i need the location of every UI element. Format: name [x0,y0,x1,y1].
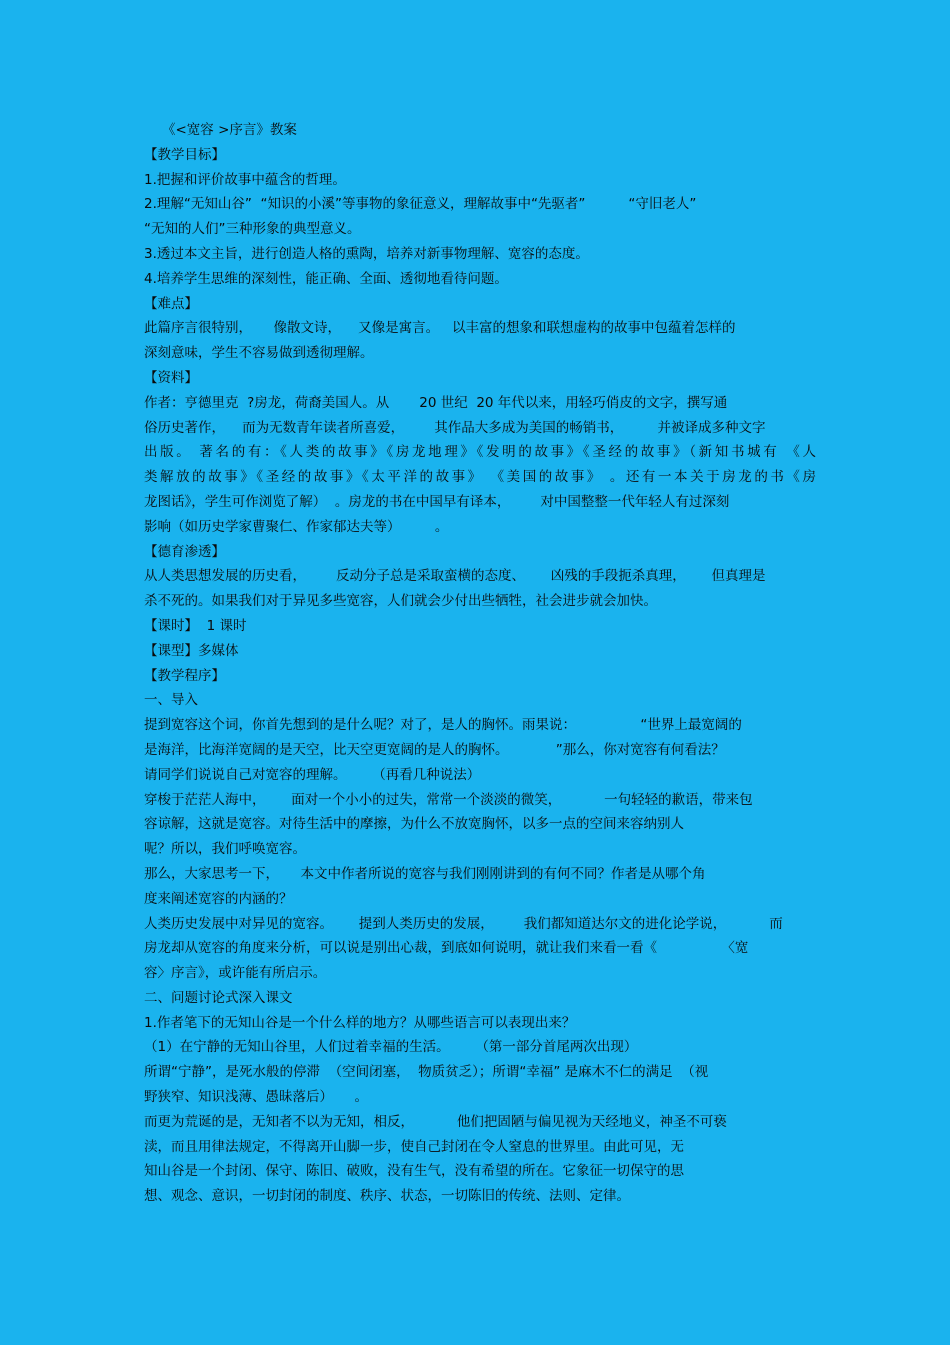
text-line: 【课型】多媒体 [144,642,239,659]
text-line: 知山谷是一个封闭、保守、陈旧、破败，没有生气，没有希望的所在。它象征一切保守的思 [144,1163,684,1180]
text-line: 穿梭于茫茫人海中， 面对一个小小的过失，常常一个淡淡的微笑， 一句轻轻的歉语，带来包 [144,791,753,808]
text-line: 【课时】 1 课时 [144,617,247,634]
text-line: 那么，大家思考一下， 本文中作者所说的宽容与我们刚刚讲到的有何不同？作者是从哪个角 [144,865,706,882]
text-line: 是海洋，比海洋宽阔的是天空，比天空更宽阔的是人的胸怀。 ”那么，你对宽容有何看法？ [144,741,725,758]
document-title: 《<宽容 >序言》教案 [162,122,297,138]
text-line: 野狭窄、知识浅薄、愚昧落后） 。 [144,1089,368,1106]
text-line: 【教学程序】 [144,667,225,684]
text-line: 所谓“宁静”，是死水般的停滞 （空间闭塞， 物质贫乏）；所谓“幸福” 是麻木不仁的满足 （视 [144,1064,709,1081]
text-line: “无知的人们”三种形象的典型意义。 [144,221,361,238]
text-line: 容〉序言》，或许能有所启示。 [144,965,327,982]
text-line: 【教学目标】 [144,146,225,163]
text-line: 渎，而且用律法规定，不得离开山脚一步，使自己封闭在令人窒息的世界里。由此可见，无 [144,1138,684,1155]
text-line: 从人类思想发展的历史看， 反动分子总是采取蛮横的态度、 凶残的手段扼杀真理， 但真理是 [144,568,766,585]
text-line: 4.培养学生思维的深刻性，能正确、全面、透彻地看待问题。 [144,270,508,287]
text-line: 请同学们说说自己对宽容的理解。 （再看几种说法） [144,766,481,783]
text-line: 想、观念、意识，一切封闭的制度、秩序、状态，一切陈旧的传统、法则、定律。 [144,1188,630,1205]
text-line: 呢？所以，我们呼唤宽容。 [144,841,306,858]
text-line: 而更为荒诞的是，无知者不以为无知，相反， 他们把固陋与偏见视为天经地义，神圣不可亵 [144,1113,727,1130]
text-line: 房龙却从宽容的角度来分析，可以说是别出心裁，到底如何说明，就让我们来看一看《 〈宽 [144,940,749,957]
text-line: 俗历史著作， 而为无数青年读者所喜爱， 其作品大多成为美国的畅销书， 并被译成多种文字 [144,419,766,436]
text-line: 作者：亨德里克 ?房龙，荷裔美国人。从 20 世纪 20 年代以来，用轻巧俏皮的文字，撰写通 [144,394,728,411]
text-line: 龙图话》，学生可作浏览了解） 。房龙的书在中国早有译本， 对中国整整一代年轻人有过深刻 [144,493,730,510]
text-line: 二、问题讨论式深入课文 [144,989,293,1006]
text-line: 【难点】 [144,295,198,312]
text-line: 1.把握和评价故事中蕴含的哲理。 [144,171,346,188]
text-line: 度来阐述宽容的内涵的？ [144,890,293,907]
text-line: 容谅解，这就是宽容。对待生活中的摩擦，为什么不放宽胸怀，以多一点的空间来容纳别人 [144,816,684,833]
text-line: 【资料】 [144,369,198,386]
document-body [144,118,816,1209]
text-line: （1）在宁静的无知山谷里，人们过着幸福的生活。 （第一部分首尾两次出现） [144,1039,638,1056]
text-line: 深刻意味，学生不容易做到透彻理解。 [144,345,374,362]
text-line: 提到宽容这个词，你首先想到的是什么呢？对了，是人的胸怀。雨果说： “世界上最宽阔的 [144,717,742,734]
text-line: 影响（如历史学家曹聚仁、作家郁达夫等） 。 [144,518,449,535]
text-line: 人类历史发展中对异见的宽容。 提到人类历史的发展， 我们都知道达尔文的进化论学说， 而 [144,915,783,932]
text-line: 类解放的故事》《圣经的故事》《太平洋的故事》 《美国的故事》 。还有一本关于房龙的书《房 [144,469,816,486]
text-line: 【德育渗透】 [144,543,225,560]
text-line: 出版。 著名的有：《人类的故事》《房龙地理》《发明的故事》《圣经的故事》（新知书城有 《人 [144,444,816,461]
text-line: 杀不死的。如果我们对于异见多些宽容，人们就会少付出些牺牲，社会进步就会加快。 [144,593,657,610]
text-line: 3.透过本文主旨，进行创造人格的熏陶，培养对新事物理解、宽容的态度。 [144,245,589,262]
text-line: 1.作者笔下的无知山谷是一个什么样的地方？从哪些语言可以表现出来？ [144,1014,576,1031]
text-line: 2.理解“无知山谷” “知识的小溪”等事物的象征意义，理解故事中“先驱者” “守旧老人” [144,196,697,213]
text-line: 此篇序言很特别， 像散文诗， 又像是寓言。 以丰富的想象和联想虚构的故事中包蕴着怎样的 [144,320,736,337]
text-line: 一、导入 [144,692,198,709]
